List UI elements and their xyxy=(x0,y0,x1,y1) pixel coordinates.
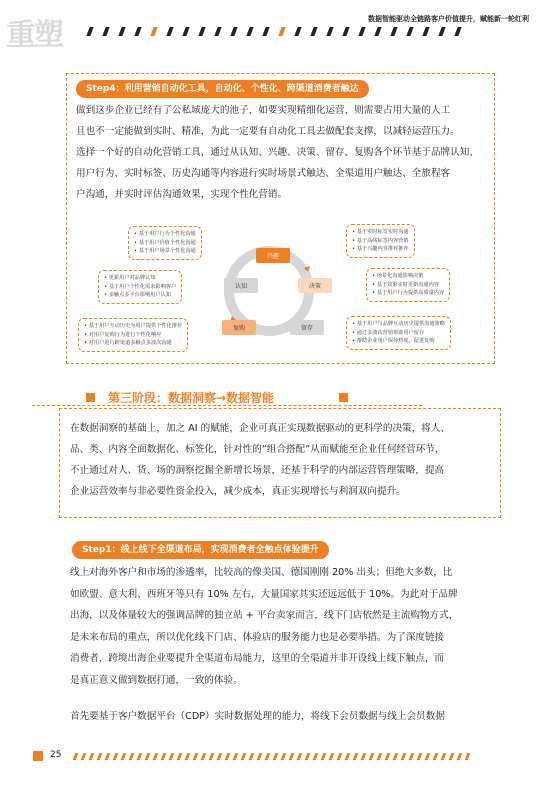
bubble-retention xyxy=(346,316,451,350)
text-line: 品、类、内容全面数据化、标签化，针对性的“组合搭配”从而赋能至企业任何经营环节， xyxy=(70,444,445,455)
page-number: 25 xyxy=(50,750,62,760)
heading-square-left xyxy=(86,393,95,402)
step1-label: Step1：线上线下全渠道布局，实现消费者全触点体验提升 xyxy=(72,541,329,559)
bubble-awareness xyxy=(98,270,182,304)
header-slash-decoration xyxy=(88,27,472,36)
stage3-heading xyxy=(86,389,348,405)
node-retention: 留存 xyxy=(290,320,324,335)
text-line: 不止通过对人、货、场的洞察挖掘全新增长场景，还基于科学的内部运营管理策略，提高 xyxy=(70,465,445,476)
bubble-item: • 基于效果实时更新沟通内容 xyxy=(372,281,444,290)
heading-square-right xyxy=(339,393,348,402)
bubble-item: • 基于用户行为提供高质量内容 xyxy=(372,289,444,298)
text-line: 用户行为、实时标签、历史沟通等内容进行实时场景式触达、全渠道用户触达、全旅程客 xyxy=(76,168,451,179)
bubble-item: • 更新用户对品牌认知 xyxy=(104,274,176,283)
bubble-item: • 多触点多平台影响用户认知 xyxy=(104,291,176,300)
bubble-item: • 基于用户场景个性化沟通 xyxy=(134,247,196,256)
node-interest: 兴趣 xyxy=(256,248,290,263)
node-decision: 决策 xyxy=(298,278,332,293)
text-line: 线上对海外客户和市场的渗透率，比较高的像美国、德国刚刚 20% 出头；但绝大多数，比 xyxy=(70,567,453,578)
bubble-item: • 基于高线标签内容营销 xyxy=(352,237,409,246)
step1-last-line: 首先要基于客户数据平台（CDP）实时数据处理的能力，将线下会员数据与线上会员数据 xyxy=(70,711,445,722)
text-line: 消费者，跨境出海企业要提升全渠道布局能力，这里的全渠道并非开设线上线下触点，而 xyxy=(70,653,445,664)
bubble-item: • 对用户进行跨渠道多触点多波次沟通 xyxy=(84,339,182,348)
footer-square xyxy=(33,751,43,761)
node-repurchase: 复购 xyxy=(222,320,256,335)
bubble-item: • 基于用户互动历史为用户提供个性化推荐 xyxy=(84,322,182,331)
footer-slash-decoration xyxy=(74,753,474,760)
text-line: 户沟通，并实时评估沟通效果，实现个性化营销。 xyxy=(76,189,288,200)
bubble-item: • 基于用户行为个性化沟通 xyxy=(134,230,196,239)
marketing-cycle-diagram xyxy=(76,222,486,356)
step4-label: Step4：利用营销自动化工具，自动化、个性化、跨渠道消费者触达 xyxy=(76,80,369,98)
text-line: 在数据洞察的基础上，加之 AI 的赋能，企业可真正实现数据驱动的更科学的决策，将人、 xyxy=(70,423,451,434)
heading-underline xyxy=(32,405,422,406)
bubble-decision xyxy=(366,268,450,302)
text-line: 企业运营效率与非必要性资金投入，减少成本，真正实现增长与利润双向提升。 xyxy=(70,486,406,497)
bubble-item: • 基于用户与品牌互动历史提供沟通策略 xyxy=(352,320,445,329)
text-line: 如欧盟、意大利、西班牙等只有 10% 左右，大量国家其实还远远低于 10%。为此对于品牌 xyxy=(70,588,458,600)
bubble-item: • 基于用户个性化需求影响客户 xyxy=(104,283,176,292)
text-line: 做到这步企业已经有了公私域庞大的池子，如要实现精细化运营，则需要占用大量的人工 xyxy=(76,105,451,116)
bubble-item: • 基于兴趣内容推荐推荐 xyxy=(352,245,409,254)
text-line: 且也不一定能做到实时、精准，为此一定要有自动化工具去做配套支撑，以减轻运营压力。 xyxy=(76,126,460,137)
stage3-title: 第三阶段：数据洞察→数据智能 xyxy=(108,391,275,405)
text-line: 出海，以及体量较大的强调品牌的独立站 + 平台卖家而言，线下门店依然是主流购物方式， xyxy=(70,610,459,621)
text-line: 是未来布局的重点，所以优化线下门店、体验店的服务能力也是必要举措。为了深度链接 xyxy=(70,631,445,643)
text-line: 是真正意义做到数据打通，一致的体验。 xyxy=(70,674,243,686)
bubble-interest-right xyxy=(346,224,415,258)
bubble-item: • 通过多波次营销帮助用户留存 xyxy=(352,329,445,338)
text-line: 选择一个好的自动化营销工具，通过从认知、兴趣、决策、留存、复购各个环节基于品牌认知、 xyxy=(76,147,479,158)
logo-watermark: 重塑 xyxy=(6,18,62,53)
node-awareness: 认知 xyxy=(224,278,258,293)
bubble-item: • 基于实时标签实时沟通 xyxy=(352,228,409,237)
bubble-item: • 帮助企业用户保持热度，促进复购 xyxy=(352,337,445,346)
step1-paragraph xyxy=(70,562,490,691)
bubble-repurchase xyxy=(78,318,188,352)
bubble-item: • 对用户复购行为进行个性化响应 xyxy=(84,331,182,340)
bubble-item: • 基于用户价值个性化沟通 xyxy=(134,239,196,248)
bubble-item: • 场景化沟通影响决策 xyxy=(372,272,444,281)
step4-paragraph xyxy=(76,100,488,205)
header-title: 数据智能驱动全链路客户价值提升，赋能新一轮红利 xyxy=(368,15,529,23)
bubble-interest-left xyxy=(128,226,202,260)
stage3-paragraph xyxy=(70,418,490,502)
